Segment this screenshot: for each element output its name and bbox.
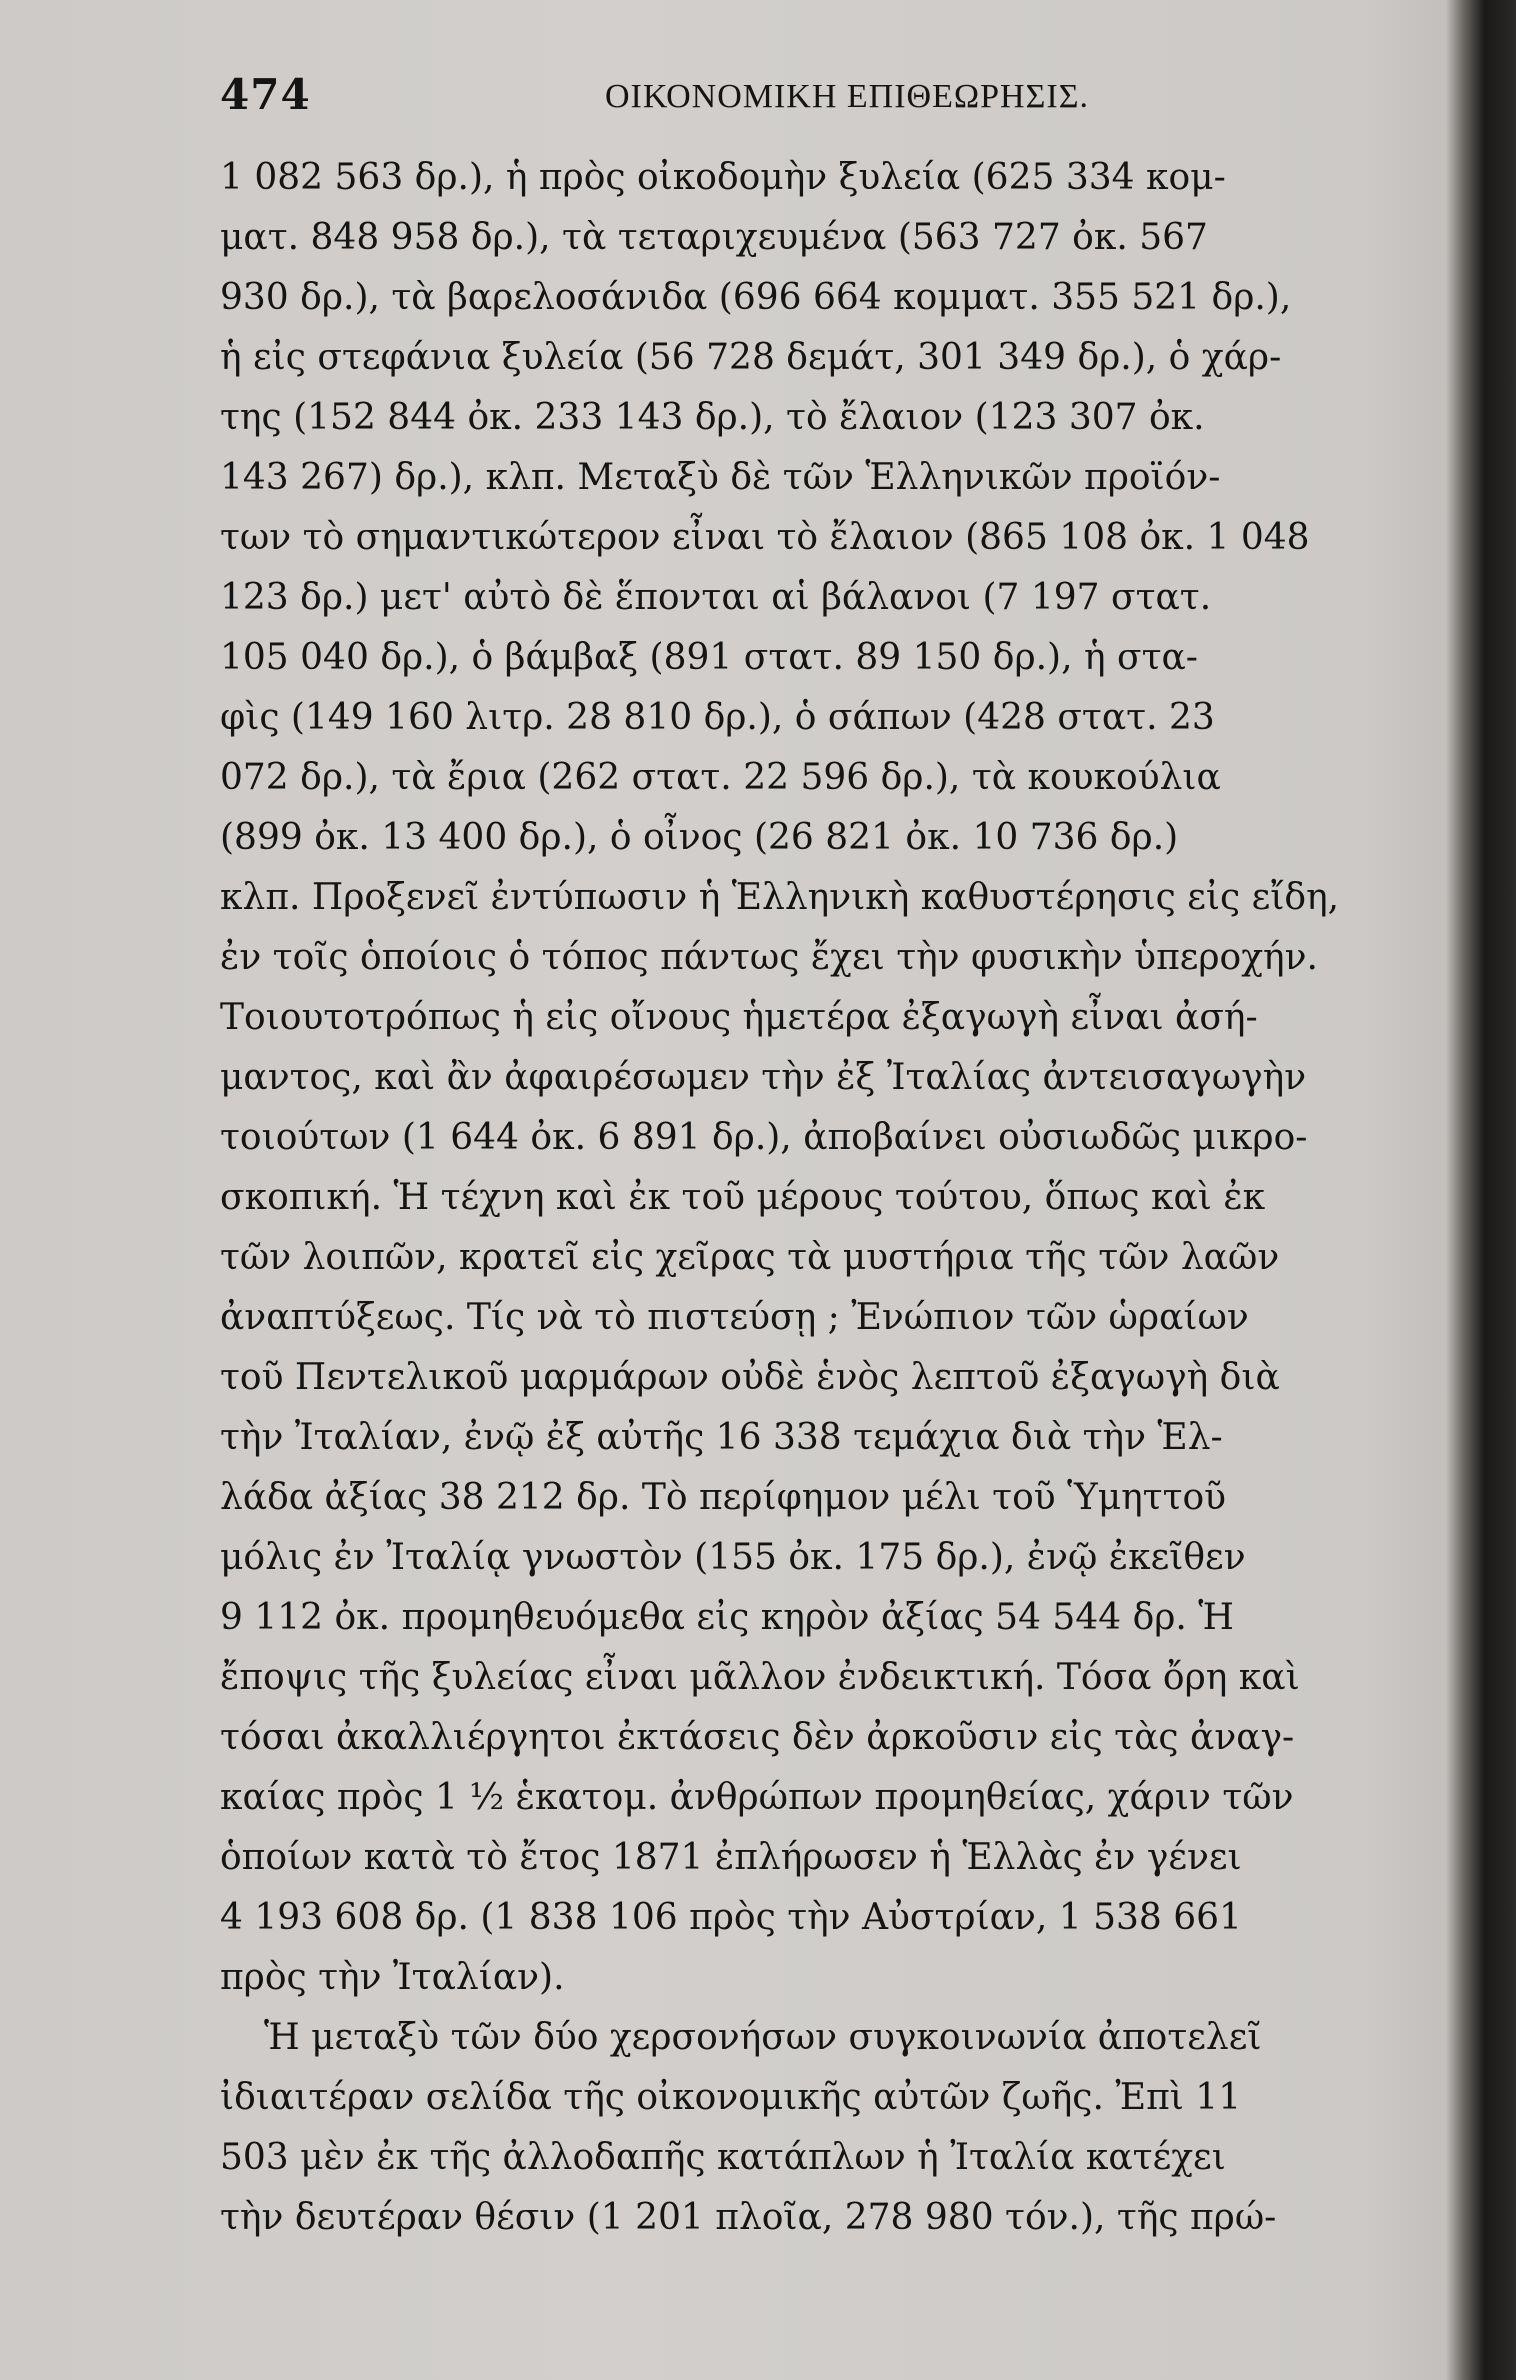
text-line: τῶν λοιπῶν, κρατεῖ εἰς χεῖρας τὰ μυστήρια τῆς τῶν λαῶν [220, 1237, 1280, 1278]
text-line: μόλις ἐν Ἰταλίᾳ γνωστὸν (155 ὀκ. 175 δρ.), ἐνῷ ἐκεῖθεν [220, 1537, 1246, 1578]
text-line: των τὸ σημαντικώτερον εἶναι τὸ ἔλαιον (865 108 ὀκ. 1 048 [220, 517, 1310, 558]
text-line: 503 μὲν ἐκ τῆς ἀλλοδαπῆς κατάπλων ἡ Ἰταλία κατέχει [220, 2137, 1226, 2178]
text-line: ἰδιαιτέραν σελίδα τῆς οἰκονομικῆς αὐτῶν ζωῆς. Ἐπὶ 11 [220, 2077, 1242, 2118]
text-line: Τοιουτοτρόπως ἡ εἰς οἴνους ἡμετέρα ἐξαγωγὴ εἶναι ἀσή- [220, 997, 1258, 1038]
text-line: ἡ εἰς στεφάνια ξυλεία (56 728 δεμάτ, 301 349 δρ.), ὁ χάρ- [220, 337, 1282, 378]
text-line: 143 267) δρ.), κλπ. Μεταξὺ δὲ τῶν Ἑλληνικῶν προϊόν- [220, 457, 1221, 498]
text-line: φὶς (149 160 λιτρ. 28 810 δρ.), ὁ σάπων (428 στατ. 23 [220, 697, 1215, 738]
text-line: 1 082 563 δρ.), ἡ πρὸς οἰκοδομὴν ξυλεία (625 334 κομ- [220, 157, 1226, 198]
text-line: ἀναπτύξεως. Τίς νὰ τὸ πιστεύσῃ ; Ἐνώπιον τῶν ὡραίων [220, 1297, 1249, 1338]
text-line: 4 193 608 δρ. (1 838 106 πρὸς τὴν Αὐστρίαν, 1 538 661 [220, 1897, 1242, 1938]
page-header [220, 70, 1350, 130]
text-line: σκοπική. Ἡ τέχνη καὶ ἐκ τοῦ μέρους τούτου, ὅπως καὶ ἐκ [220, 1177, 1266, 1218]
text-line: ἐν τοῖς ὁποίοις ὁ τόπος πάντως ἔχει τὴν φυσικὴν ὑπεροχήν. [220, 937, 1318, 978]
page-number: 474 [220, 70, 311, 119]
text-line: πρὸς τὴν Ἰταλίαν). [220, 1957, 565, 1998]
text-line: 105 040 δρ.), ὁ βάμβαξ (891 στατ. 89 150 δρ.), ἡ στα- [220, 637, 1198, 678]
text-line: ἔποψις τῆς ξυλείας εἶναι μᾶλλον ἐνδεικτική. Τόσα ὄρη καὶ [220, 1657, 1300, 1698]
text-line: ματ. 848 958 δρ.), τὰ τεταριχευμένα (563 727 ὀκ. 567 [220, 217, 1208, 258]
text-line: Ἡ μεταξὺ τῶν δύο χερσονήσων συγκοινωνία ἀποτελεῖ [264, 2017, 1262, 2058]
paragraph-1 [220, 148, 1350, 2008]
text-line: 123 δρ.) μετ' αὐτὸ δὲ ἕπονται αἱ βάλανοι (7 197 στατ. [220, 577, 1212, 618]
text-line: καίας πρὸς 1 ½ ἑκατομ. ἀνθρώπων προμηθείας, χάριν τῶν [220, 1777, 1294, 1818]
text-line: 9 112 ὀκ. προμηθευόμεθα εἰς κηρὸν ἀξίας 54 544 δρ. Ἡ [220, 1597, 1235, 1638]
text-line: μαντος, καὶ ἂν ἀφαιρέσωμεν τὴν ἐξ Ἰταλίας ἀντεισαγωγὴν [220, 1057, 1307, 1098]
text-line: (899 ὀκ. 13 400 δρ.), ὁ οἶνος (26 821 ὀκ. 10 736 δρ.) [220, 817, 1179, 858]
running-title: ΟΙΚΟΝΟΜΙΚΗ ΕΠΙΘΕΩΡΗΣΙΣ. [605, 78, 1090, 115]
text-line: τὴν δευτέραν θέσιν (1 201 πλοῖα, 278 980 τόν.), τῆς πρώ- [220, 2197, 1277, 2238]
text-line: 072 δρ.), τὰ ἔρια (262 στατ. 22 596 δρ.), τὰ κουκούλια [220, 757, 1221, 798]
text-line: λάδα ἀξίας 38 212 δρ. Τὸ περίφημον μέλι τοῦ Ὑμηττοῦ [220, 1477, 1227, 1518]
text-line: τοιούτων (1 644 ὀκ. 6 891 δρ.), ἀποβαίνει οὐσιωδῶς μικρο- [220, 1117, 1308, 1158]
text-line: τόσαι ἀκαλλιέργητοι ἐκτάσεις δὲν ἀρκοῦσιν εἰς τὰς ἀναγ- [220, 1717, 1295, 1758]
text-line: της (152 844 ὀκ. 233 143 δρ.), τὸ ἔλαιον (123 307 ὀκ. [220, 397, 1205, 438]
body-text [220, 148, 1350, 2248]
paragraph-2 [220, 2008, 1350, 2248]
text-line: 930 δρ.), τὰ βαρελοσάνιδα (696 664 κομματ. 355 521 δρ.), [220, 277, 1292, 318]
text-line: τὴν Ἰταλίαν, ἐνῷ ἐξ αὐτῆς 16 338 τεμάχια διὰ τὴν Ἑλ- [220, 1417, 1223, 1458]
text-line: κλπ. Προξενεῖ ἐντύπωσιν ἡ Ἑλληνικὴ καθυστέρησις εἰς εἴδη, [220, 877, 1340, 918]
text-line: ὁποίων κατὰ τὸ ἔτος 1871 ἐπλήρωσεν ἡ Ἑλλὰς ἐν γένει [220, 1837, 1242, 1878]
binding-shadow [1446, 0, 1516, 2380]
text-line: τοῦ Πεντελικοῦ μαρμάρων οὐδὲ ἑνὸς λεπτοῦ ἐξαγωγὴ διὰ [220, 1357, 1280, 1398]
